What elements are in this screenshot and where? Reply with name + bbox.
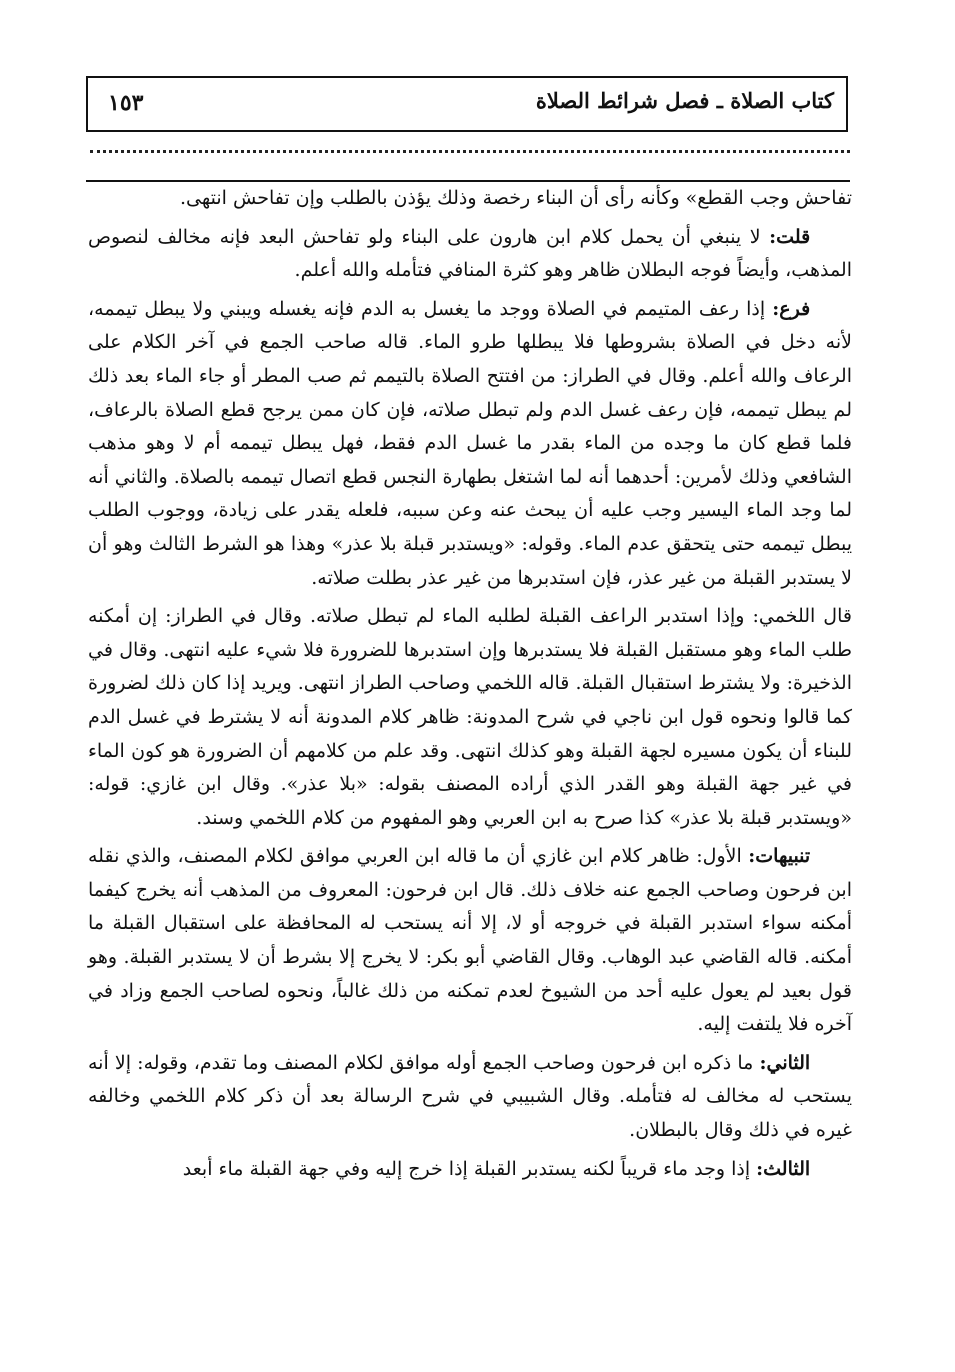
paragraph-text: تفاحش وجب القطع» وكأنه رأى أن البناء رخصة وذلك يؤذن بالطلب وإن تفاحش انتهى. [180,187,852,209]
paragraph [88,1047,852,1148]
running-header [86,76,848,132]
paragraph [88,1153,852,1187]
paragraph-text: إذا رعف المتيمم في الصلاة ووجد ما يغسل به الدم فإنه يغسله ويبني ولا يبطل تيممه، لأنه دخل في الصلاة بشروطها فلا يبطلها طرو الماء. قاله صاحب الجمع في آخر الكلام على الرعاف والله أعلم. وقال في الطراز: من افتتح الصلاة بالتيمم ثم صب المطر أو جاء الماء بعد ذلك لم يبطل تيممه، فإن رعف غسل الدم ولم تبطل صلاته، فإن كان ممن يرجح قطع الصلاة بالرعاف، فلما قطع كان ما وجده من الماء بقدر ما غسل الدم فقط، فهل يبطل تيممه أم لا وهو مذهب الشافعي وذلك لأمرين: أحدهما أنه لما اشتغل بطهارة النجس قطع اتصال تيممه بالصلاة. والثاني أنه لما وجد الماء اليسير وجب عليه أن يبحث عنه وعن سببه، فلعله يقدر على زيادة، ووجوب الطلب يبطل تيممه حتى يتحقق عدم الماء. وقوله: «ويستدبر قبلة بلا عذر» وهذا هو الشرط الثالث وهو أن لا يستدبر القبلة من غير عذر، فإن استدبرها من غير عذر بطلت صلاته. [88,297,852,589]
paragraph [88,182,852,216]
paragraph-lead: فرع: [772,297,811,320]
paragraph-text: لا ينبغي أن يحمل كلام ابن هارون على البناء ولو تفاحش البعد فإنه مخالف لنصوص المذهب، وأيضاً فوجه البطلان ظاهر وهو كثرة المنافي فتأمله والله أعلم. [88,225,852,282]
paragraph-text: ما ذكره ابن فرحون وصاحب الجمع أوله موافق لكلام المصنف وما تقدم، وقوله: إلا أنه يستحب له مخالف له فتأمله. وقال الشبيبي في شرح الرسالة بعد أن ذكر كلام اللخمي وخالفه غيره في ذلك وقال بالبطلان. [88,1051,852,1142]
paragraph-lead: تنبيهات: [748,845,811,868]
paragraph [88,221,852,288]
paragraph [88,600,852,835]
paragraph [88,840,852,1042]
page-number: ١٥٣ [108,90,144,116]
paragraph-text: قال اللخمي: وإذا استدبر الراعف القبلة لطلبه الماء لم تبطل صلاته. وقال في الطراز: إن أمكنه طلب الماء وهو مستقبل القبلة فلا يستدبرها وإن استدبرها للضرورة فلا شيء عليه انتهى. وقال في الذخيرة: ولا يشترط استقبال القبلة. قاله اللخمي وصاحب الطراز انتهى. ويريد إذا كان ذلك لضرورة كما قالوا ونحوه قول ابن ناجي في شرح المدونة: ظاهر كلام المدونة أنه لا يشترط في غسل الدم للبناء أن يكون مسيره لجهة القبلة وهو كذلك انتهى. وقد علم من كلامهم أن الضرورة هو كون الماء في غير جهة القبلة وهو القدر الذي أراده المصنف بقوله: «بلا عذر». وقال ابن غازي: قوله: «ويستدبر قبلة بلا عذر» كذا صرح به ابن العربي وهو المفهوم من كلام اللخمي وسند. [88,605,852,829]
paragraph [88,293,852,595]
body-text [88,182,852,1191]
paragraph-lead: قلت: [769,225,811,248]
dotted-divider [90,150,850,153]
chapter-title: كتاب الصلاة ـ فصل شرائط الصلاة [535,88,834,113]
paragraph-text: الأول: ظاهر كلام ابن غازي أن ما قاله ابن العربي موافق لكلام المصنف، والذي نقله ابن فرحون وصاحب الجمع عنه خلاف ذلك. قال ابن فرحون: المعروف من المذهب أنه يخرج كيفما أمكنه سواء استدبر القبلة في خروجه أو لا، إلا أنه يستحب له المحافظة على استقبال القبلة ما أمكنه. قاله القاضي عبد الوهاب. وقال القاضي أبو بكر: لا يخرج إلا بشرط أن لا يستدبر القبلة. وهو قول بعيد لم يعول عليه أحد من الشيوخ لعدم تمكنه من ذلك غالباً، ونحوه لصاحب الجمع وزاد في آخره فلا يلتفت إليه. [88,845,852,1036]
paragraph-text: إذا وجد ماء قريباً لكنه يستدبر القبلة إذا خرج إليه وفي جهة القبلة ماء أبعد [182,1157,757,1180]
paragraph-lead: الثالث: [756,1157,811,1180]
paragraph-lead: الثاني: [759,1051,811,1074]
